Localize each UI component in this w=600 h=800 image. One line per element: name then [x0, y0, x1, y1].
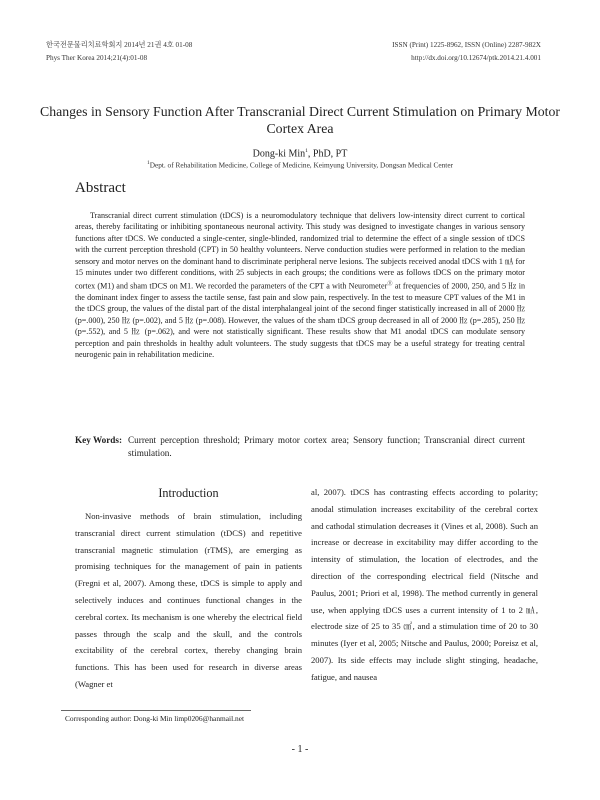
issn: ISSN (Print) 1225-8962, ISSN (Online) 2287-982X: [392, 41, 541, 49]
corresponding-author-footnote: Corresponding author: Dong-ki Min limp0206@hanmail.net: [65, 714, 245, 723]
author-affiliation-marker: 1: [305, 148, 308, 154]
affiliation: [0, 160, 600, 169]
left-column: [75, 484, 302, 693]
introduction-heading: Introduction: [158, 486, 219, 500]
abstract-text-part1: Transcranial direct current stimulation (tDCS) is a neuromodulatory technique that delivers low-intensity direct current to cortical areas, thereby facilitating or inhibiting spontaneous neuronal activity. This study was designed to investigate changes in various sensory functions after tDCS. We conducted a single-center, single-blinded, randomized trial to determine the effect of a single session of tDCS with the current perception threshold (CPT) in 50 healthy volunteers. Nerve conduction studies were performed in relation to the median sensory and motor nerves on the dominant hand to discriminate peripheral nerve lesions. The subjects received anodal tDCS with 1 ㎃ for 15 minutes under two different conditions, with 25 subjects in each groups; the conditions were as follows tDCS on the primary motor cortex (M1) and sham tDCS on M1. We recorded the parameters of the CPT a with Neurometer: [75, 211, 525, 291]
journal-header-left: [46, 39, 192, 65]
journal-header-right: [392, 39, 541, 65]
abstract-text-part2: at frequencies of 2000, 250, and 5 ㎐ in the dominant index finger to assess the tactile sense, fast pain and slow pain, respectively. In the test to measure CPT values of the M1 in the tDCS group, the values of the distal part of the distal interphalangeal joint of the second finger statistically increased in all of 2000 ㎐ (p=.000), 250 ㎐ (p=.002), and 5 ㎐ (p=.008). However, the values of the sham tDCS group decreased in all of 2000 ㎐ (p=.285), 250 ㎐ (p=.552), and 5 ㎐ (p=.062), and were not statistically significant. These results show that M1 anodal tDCS can modulate sensory perception and pain thresholds in healthy adult volunteers. The study suggests that tDCS may be a useful strategy for treating central neurogenic pain in rehabilitation medicine.: [75, 281, 525, 360]
registered-mark: Ⓡ: [387, 281, 393, 287]
author-name: Dong-ki Min: [252, 148, 306, 160]
keywords: [75, 434, 525, 460]
page-number: - 1 -: [291, 744, 309, 755]
paper-title: Changes in Sensory Function After Transcranial Direct Current Stimulation on Primary Motor Cortex Area: [40, 104, 561, 136]
journal-citation: Phys Ther Korea 2014;21(4):01-08: [46, 54, 148, 62]
author-degrees: , PhD, PT: [307, 148, 348, 160]
footnote-divider: [61, 710, 251, 711]
affiliation-text: Dept. of Rehabilitation Medicine, College of Medicine, Keimyung University, Dongsan Medical Center: [149, 160, 454, 170]
keywords-label: Key Words:: [75, 435, 123, 445]
keywords-text: Current perception threshold; Primary motor cortex area; Sensory function; Transcranial direct current stimulation.: [128, 435, 525, 458]
affiliation-marker: 1: [146, 160, 150, 166]
right-column: [311, 484, 538, 686]
abstract-heading: Abstract: [75, 180, 126, 196]
doi-link[interactable]: http://dx.doi.org/10.12674/ptk.2014.21.4.001: [411, 54, 541, 62]
introduction-right-text: al, 2007). tDCS has contrasting effects according to polarity; anodal stimulation increases excitability of the cerebral cortex and cathodal stimulation decreases it (Vines et al, 2008). Such an increase or decrease in excitability may differ according to the intensity of stimulation, the location of electrodes, and the direction of the corresponding electrical field (Nitsche and Paulus, 2001; Priori et al, 1998). The method currently in general use, when applying tDCS uses a current intensity of 1 to 2 ㎃, electrode size of 25 to 35 ㎠, and a stimulation time of 20 to 30 minutes (Iyer et al, 2005; Nitsche and Paulus, 2000; Poreisz et al, 2007). Its side effects may include slight stinging, headache, fatigue, and nausea: [311, 487, 538, 682]
abstract-body: [75, 210, 525, 361]
author-line: [0, 148, 600, 159]
introduction-left-text: Non-invasive methods of brain stimulation, including transcranial direct current stimulation (tDCS) and repetitive transcranial magnetic stimulation (rTMS), are emerging as promising techniques for the management of pain in patients (Fregni et al, 2007). Among these, tDCS is simple to apply and selectively induces and continues functional changes in the cerebral cortex. Its mechanism is one whereby the electrical field passes through the scalp and the skull, and the controls excitability of the cerebral cortex, thereby changing brain functions. This has been used for research in diverse areas (Wagner et: [75, 511, 302, 689]
journal-korean-citation: 한국전문물리치료학회지 2014년 21권 4호 01-08: [46, 41, 193, 49]
